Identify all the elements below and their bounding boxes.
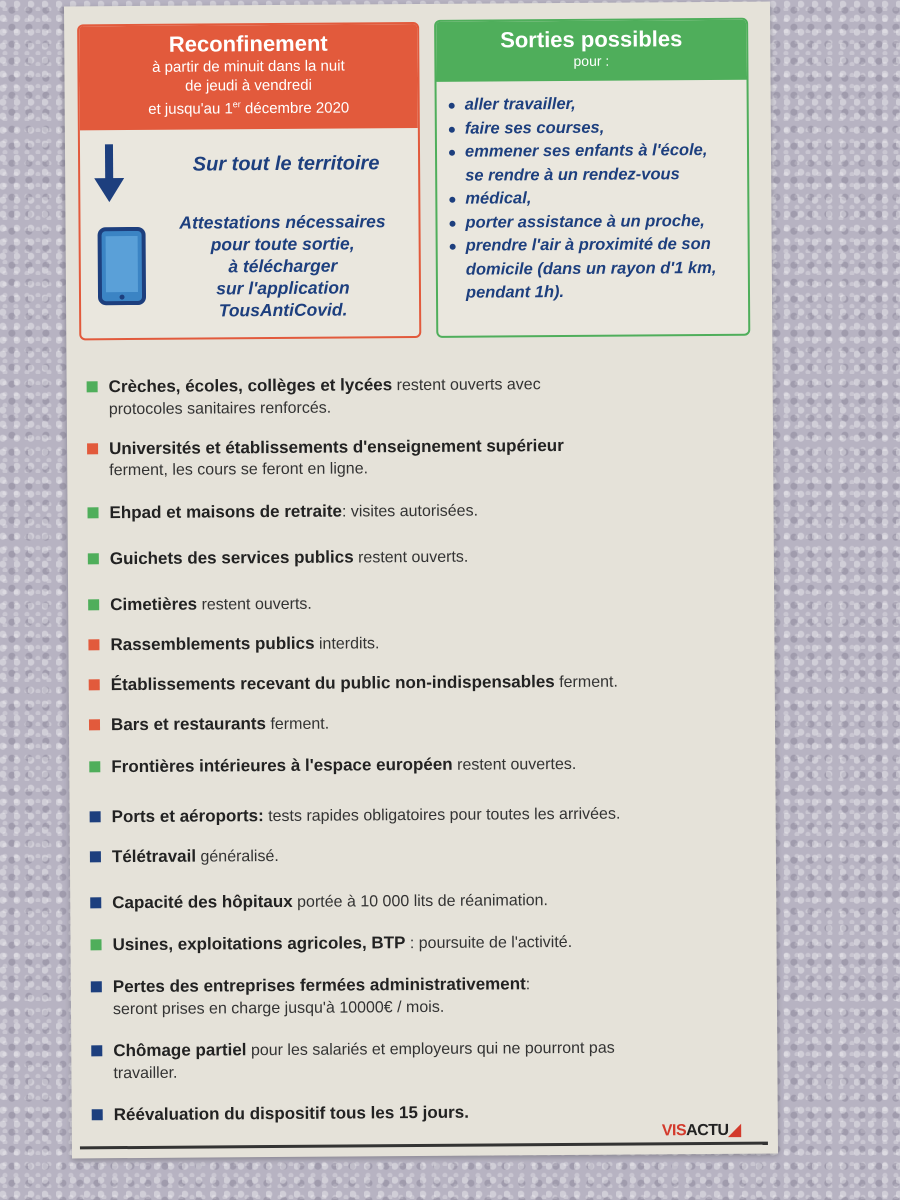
measure-item — [87, 372, 747, 422]
status-square-icon — [89, 761, 100, 772]
visactu-logo: VISACTU◢ — [661, 1121, 741, 1140]
measure-detail-line2: travailler. — [113, 1064, 178, 1083]
sortie-item: aller travailler, — [449, 92, 739, 118]
measure-detail: : — [525, 976, 531, 994]
measure-detail: restent ouvertes. — [452, 755, 577, 774]
measure-detail-line2: ferment, les cours se feront en ligne. — [109, 460, 369, 480]
measure-item — [92, 1100, 752, 1127]
measure-detail: pour les salariés et employeurs qui ne pourront pas — [246, 1039, 615, 1060]
sorties-header — [436, 20, 746, 82]
measure-title: Ehpad et maisons de retraite — [109, 501, 342, 523]
reconfinement-header — [79, 24, 418, 130]
status-square-icon — [91, 1045, 102, 1056]
measure-item — [90, 930, 750, 958]
reconfinement-subtitle-line: et jusqu'au 1er décembre 2020 — [148, 99, 350, 118]
measure-detail: : poursuite de l'activité. — [405, 933, 573, 953]
measure-item — [89, 710, 749, 738]
reconfinement-subtitle-line: à partir de minuit dans la nuit — [152, 57, 345, 76]
measure-detail: restent ouverts avec — [392, 376, 541, 395]
measure-item — [88, 630, 748, 658]
measure-item — [91, 972, 751, 1022]
measure-detail: restent ouverts. — [353, 548, 469, 567]
measure-title: Établissements recevant du public non-indispensables — [110, 672, 555, 695]
measure-title: Réévaluation du dispositif tous les 15 jours. — [113, 1102, 469, 1125]
measure-detail: : visites autorisées. — [341, 502, 479, 521]
measures-list — [87, 368, 747, 1125]
status-square-icon — [92, 1109, 103, 1120]
sorties-title: Sorties possibles — [500, 26, 683, 53]
measure-title: Frontières intérieures à l'espace européen — [111, 754, 453, 777]
sorties-subtitle: pour : — [573, 52, 610, 69]
measure-item — [91, 1036, 751, 1086]
logo-mark-icon: ◢ — [728, 1121, 741, 1139]
sorties-list — [437, 80, 749, 306]
status-square-icon — [90, 897, 101, 908]
sortie-item: emmener ses enfants à l'école, — [449, 139, 739, 165]
measure-item — [89, 752, 749, 780]
sortie-item: porter assistance à un proche, — [449, 209, 739, 235]
arrow-down-icon — [94, 144, 124, 204]
newspaper-clipping — [64, 2, 778, 1159]
status-square-icon — [91, 939, 102, 950]
sorties-box — [434, 18, 750, 338]
sortie-item: faire ses courses, — [449, 115, 739, 141]
smartphone-icon — [97, 226, 148, 306]
measure-title: Universités et établissements d'enseignement supérieur — [109, 436, 564, 459]
measure-detail: interdits. — [314, 635, 380, 653]
status-square-icon — [88, 553, 99, 564]
sortie-item: domicile (dans un rayon d'1 km, — [465, 258, 717, 279]
status-square-icon — [91, 981, 102, 992]
measure-detail: restent ouverts. — [197, 595, 312, 614]
status-square-icon — [87, 381, 98, 392]
sortie-item: prendre l'air à proximité de son — [450, 233, 740, 259]
measure-title: Télétravail — [111, 846, 197, 867]
measure-detail-line2: protocoles sanitaires renforcés. — [108, 399, 332, 419]
footer-rule — [80, 1142, 768, 1150]
measure-detail-line2: seront prises en charge jusqu'à 10000€ / mois. — [112, 998, 445, 1019]
sortie-item: médical, — [449, 186, 739, 212]
measure-item — [89, 670, 749, 698]
sortie-item: se rendre à un rendez-vous — [465, 164, 680, 185]
reconfinement-box — [77, 22, 421, 340]
status-square-icon — [87, 507, 98, 518]
measure-title: Crèches, écoles, collèges et lycées — [108, 375, 393, 397]
measure-item — [90, 888, 750, 916]
attestation-text: Attestations nécessaires pour toute sortie, à télécharger sur l'application TousAntiCovid. — [179, 211, 386, 321]
status-square-icon — [88, 599, 99, 610]
territory-text: Sur tout le territoire — [192, 152, 380, 176]
sortie-item: pendant 1h). — [465, 282, 565, 302]
status-square-icon — [89, 679, 100, 690]
status-square-icon — [88, 639, 99, 650]
reconfinement-title: Reconfinement — [168, 30, 328, 57]
measure-title: Capacité des hôpitaux — [112, 891, 293, 913]
measure-detail: ferment. — [554, 673, 618, 692]
measure-detail: ferment. — [265, 715, 330, 734]
status-square-icon — [87, 443, 98, 454]
measure-item — [90, 802, 750, 830]
measure-item — [90, 842, 750, 870]
measure-title: Guichets des services publics — [109, 547, 354, 569]
measure-detail: tests rapides obligatoires pour toutes les arrivées. — [263, 805, 621, 826]
measure-item — [87, 498, 747, 526]
measure-title: Bars et restaurants — [110, 714, 267, 735]
reconfinement-subtitle-line: de jeudi à vendredi — [185, 76, 312, 95]
measure-item — [87, 434, 747, 483]
measure-title: Usines, exploitations agricoles, BTP — [112, 933, 406, 955]
measure-title: Chômage partiel — [113, 1040, 247, 1061]
status-square-icon — [90, 851, 101, 862]
measure-item — [88, 590, 748, 618]
measure-title: Pertes des entreprises fermées administrativement — [112, 974, 526, 997]
status-square-icon — [90, 811, 101, 822]
measure-title: Rassemblements publics — [110, 633, 315, 655]
status-square-icon — [89, 719, 100, 730]
measure-detail: généralisé. — [195, 848, 279, 866]
measure-title: Ports et aéroports: — [111, 806, 264, 827]
measure-item — [88, 544, 748, 572]
measure-detail: portée à 10 000 lits de réanimation. — [292, 892, 549, 911]
measure-title: Cimetières — [110, 594, 198, 615]
